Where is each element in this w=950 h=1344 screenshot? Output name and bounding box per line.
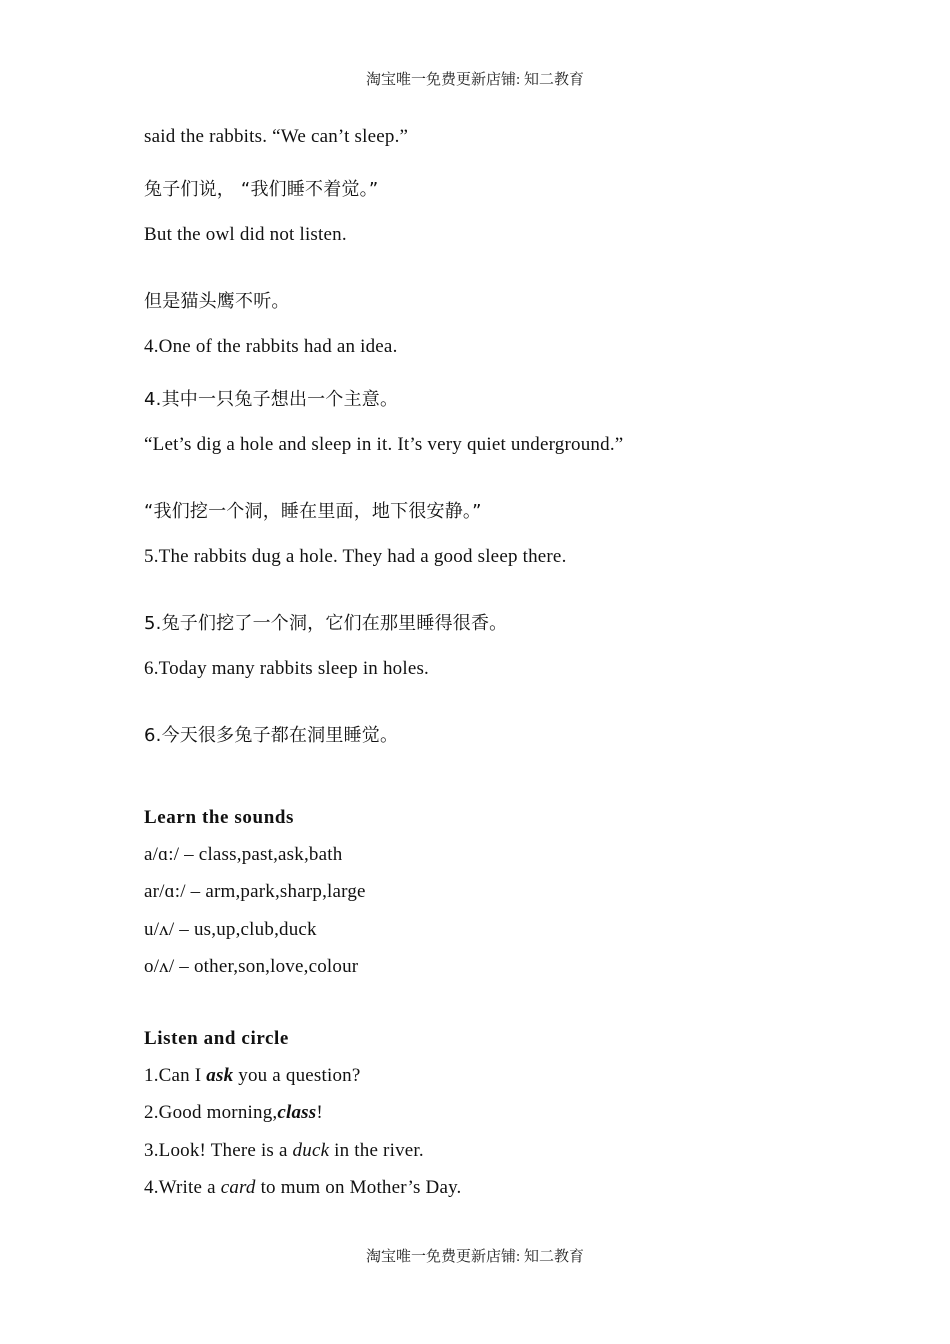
circle-item — [144, 1140, 424, 1162]
item-text-pre: 1.Can I — [144, 1065, 207, 1086]
item-text-post: to mum on Mother’s Day. — [255, 1177, 462, 1198]
keyword: card — [220, 1177, 256, 1198]
sound-item: ar/ɑ:/ – arm,park,sharp,large — [144, 881, 366, 902]
story-line-cn: 5.兔子们挖了一个洞，它们在那里睡得很香。 — [144, 613, 508, 634]
sound-item: u/ʌ/ – us,up,club,duck — [144, 919, 317, 940]
story-line-cn: 兔子们说， “我们睡不着觉。” — [144, 179, 379, 200]
circle-item — [144, 1177, 462, 1199]
story-line-cn: 但是猫头鹰不听。 — [144, 291, 290, 312]
page-header: 淘宝唯一免费更新店铺: 知二教育 — [366, 72, 584, 88]
item-text-post: you a question? — [233, 1065, 361, 1086]
story-line-en: 6.Today many rabbits sleep in holes. — [144, 658, 430, 679]
circle-heading: Listen and circle — [144, 1028, 289, 1049]
item-text-pre: 2.Good morning, — [144, 1102, 278, 1123]
story-line-cn: “我们挖一个洞，睡在里面，地下很安静。” — [144, 501, 482, 522]
sound-item: a/ɑ:/ – class,past,ask,bath — [144, 844, 343, 865]
story-line-en: 4.One of the rabbits had an idea. — [144, 336, 398, 357]
sound-item: o/ʌ/ – other,son,love,colour — [144, 956, 359, 977]
story-line-en: 5.The rabbits dug a hole. They had a good sleep there. — [144, 546, 567, 567]
keyword: ask — [206, 1065, 234, 1086]
story-line-en: But the owl did not listen. — [144, 224, 347, 245]
story-line-en: said the rabbits. “We can’t sleep.” — [144, 126, 409, 147]
circle-item — [144, 1102, 323, 1124]
item-text-pre: 3.Look! There is a — [144, 1140, 293, 1161]
story-line-en: “Let’s dig a hole and sleep in it. It’s very quiet underground.” — [144, 434, 624, 455]
circle-item — [144, 1065, 361, 1087]
item-text-post: in the river. — [329, 1140, 424, 1161]
item-text-pre: 4.Write a — [144, 1177, 221, 1198]
keyword: duck — [292, 1140, 330, 1161]
story-line-cn: 6.今天很多兔子都在洞里睡觉。 — [144, 725, 399, 746]
sounds-heading: Learn the sounds — [144, 807, 295, 828]
page-footer: 淘宝唯一免费更新店铺: 知二教育 — [366, 1249, 584, 1265]
keyword: class — [277, 1102, 317, 1123]
story-line-cn: 4.其中一只兔子想出一个主意。 — [144, 389, 399, 410]
item-text-post: ! — [316, 1102, 323, 1123]
